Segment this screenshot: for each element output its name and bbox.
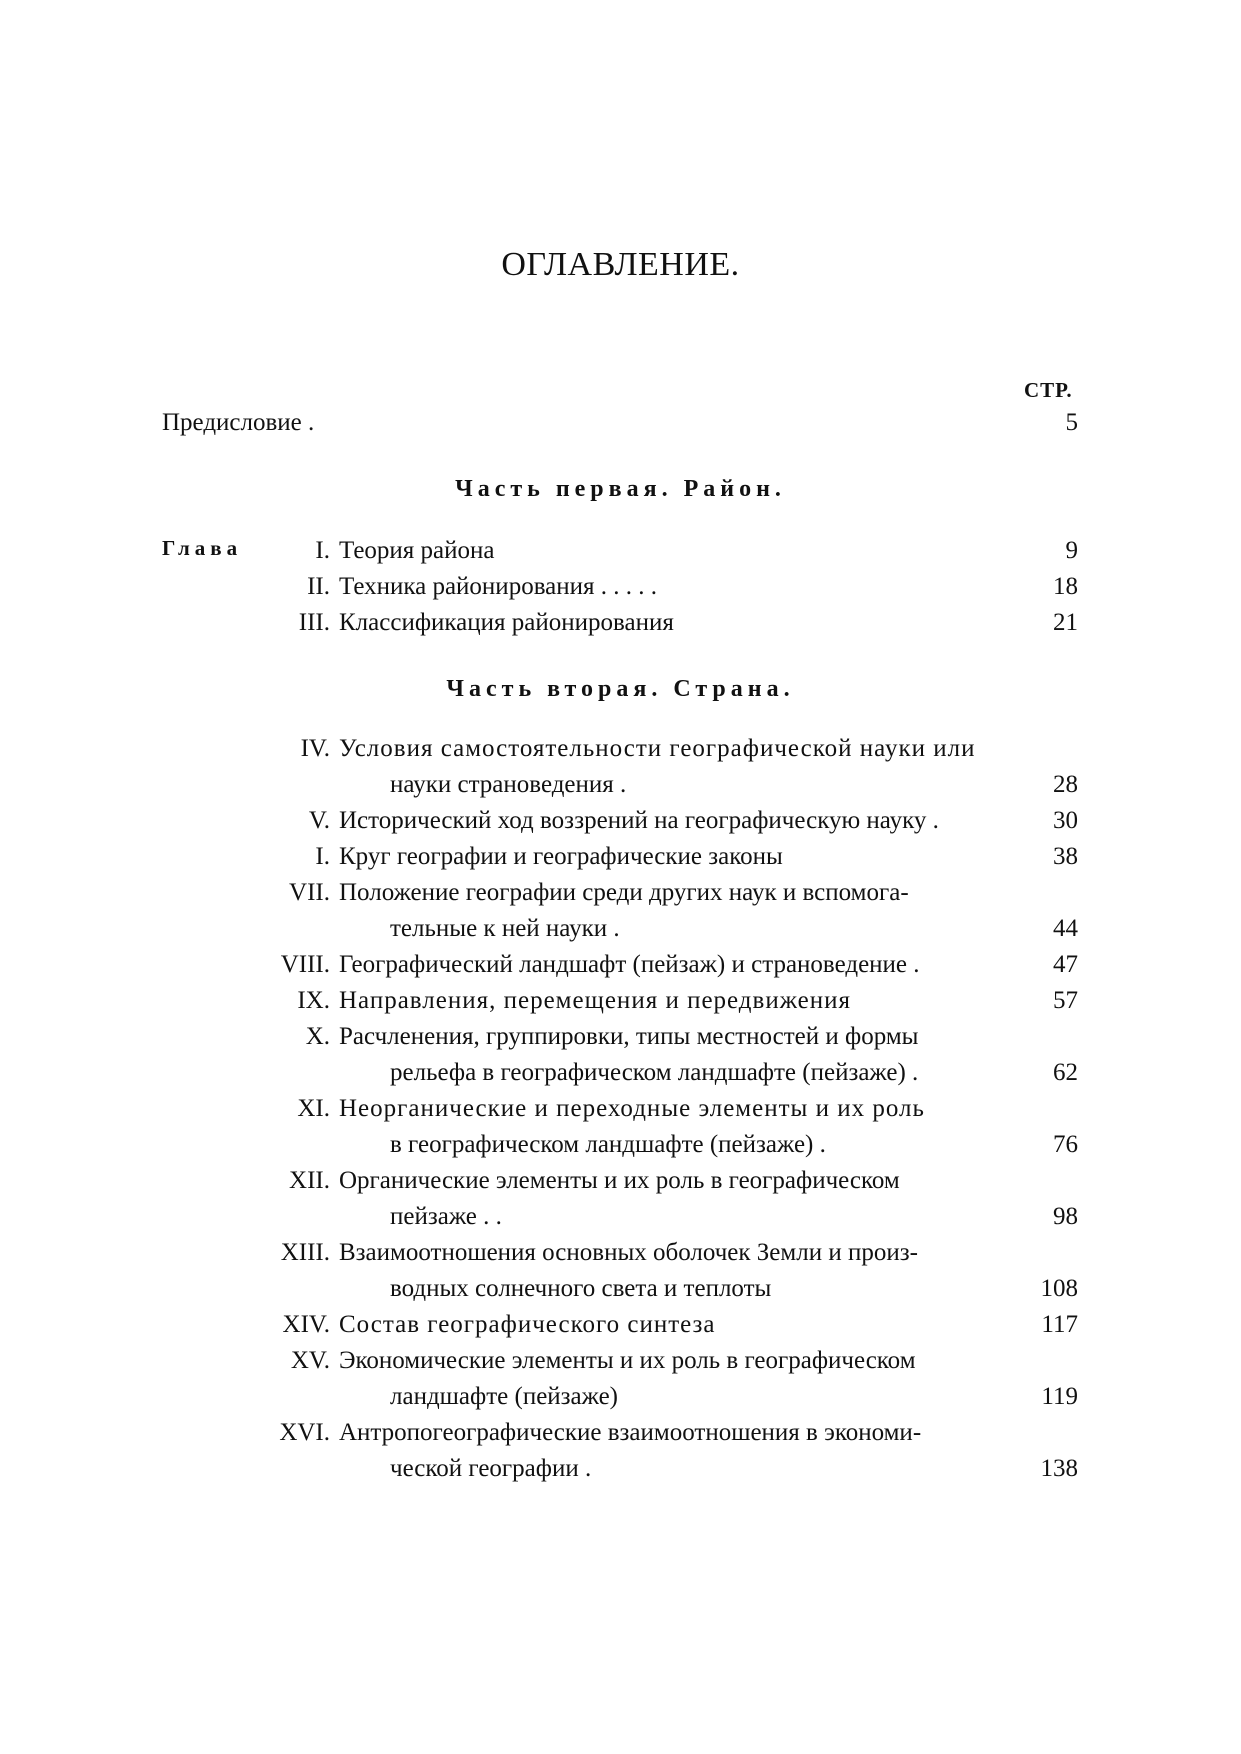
chapter-number: VIII. — [280, 951, 330, 978]
chapter-title-continuation: водных солнечного света и теплоты — [390, 1275, 772, 1302]
chapter-title: Условия самостоятельности географической науки или — [339, 735, 976, 762]
chapter-title: Направления, перемещения и передвижения — [339, 987, 852, 1014]
chapter-word-label: Глава — [162, 536, 243, 560]
chapter-title: Взаимоотношения основных оболочек Земли и произ- — [339, 1239, 918, 1266]
chapter-page: 57 — [1053, 987, 1078, 1014]
chapter-title: Географический ландшафт (пейзаж) и страноведение . — [339, 951, 920, 978]
chapter-title-continuation: науки страноведения . — [390, 771, 627, 798]
chapter-number: II. — [307, 573, 330, 600]
chapter-number: XIV. — [282, 1311, 330, 1338]
chapter-number: XVI. — [279, 1419, 330, 1446]
chapter-number: IX. — [297, 987, 330, 1014]
chapter-page: 28 — [1053, 771, 1078, 798]
chapter-page: 108 — [1040, 1275, 1078, 1302]
chapter-number: I. — [315, 537, 330, 564]
chapter-page: 38 — [1053, 843, 1078, 870]
toc-entry-page: 5 — [1065, 409, 1078, 436]
chapter-title: Техника районирования . . . . . — [339, 573, 658, 600]
chapter-title: Расчленения, группировки, типы местностей и формы — [339, 1023, 919, 1050]
chapter-number: III. — [298, 609, 330, 636]
chapter-page: 21 — [1053, 609, 1078, 636]
chapter-title-continuation: рельефа в географическом ландшафте (пейзаже) . — [390, 1059, 919, 1086]
chapter-title: Экономические элементы и их роль в географическом — [339, 1347, 916, 1374]
chapter-page: 117 — [1041, 1311, 1078, 1338]
chapter-page: 138 — [1040, 1455, 1078, 1482]
chapter-number: XII. — [289, 1167, 330, 1194]
chapter-title-continuation: пейзаже . . — [390, 1203, 502, 1230]
chapter-number: XI. — [297, 1095, 330, 1122]
chapter-number: XIII. — [280, 1239, 330, 1266]
toc-entry-preface: Предисловие . — [162, 409, 315, 436]
chapter-title-continuation: ческой географии . — [390, 1455, 592, 1482]
chapter-title: Состав географического синтеза — [339, 1311, 716, 1338]
chapter-title: Органические элементы и их роль в географическом — [339, 1167, 900, 1194]
page-title: ОГЛАВЛЕНИЕ. — [501, 246, 740, 283]
chapter-title: Теория района — [339, 537, 495, 564]
part-heading: Часть вторая. Страна. — [446, 676, 795, 702]
chapter-title: Исторический ход воззрений на географическую науку . — [339, 807, 939, 834]
chapter-page: 30 — [1053, 807, 1078, 834]
chapter-page: 62 — [1053, 1059, 1078, 1086]
chapter-number: XV. — [290, 1347, 330, 1374]
chapter-page: 76 — [1053, 1131, 1078, 1158]
chapter-page: 47 — [1053, 951, 1078, 978]
chapter-number: I. — [315, 843, 330, 870]
chapter-number: V. — [308, 807, 330, 834]
chapter-title-continuation: ландшафте (пейзаже) — [390, 1383, 619, 1410]
chapter-number: VII. — [289, 879, 330, 906]
chapter-title: Антропогеографические взаимоотношения в экономи- — [339, 1419, 922, 1446]
chapter-title-continuation: тельные к ней науки . — [390, 915, 620, 942]
chapter-page: 98 — [1053, 1203, 1078, 1230]
part-heading: Часть первая. Район. — [455, 476, 786, 502]
chapter-title: Положение географии среди других наук и вспомога- — [339, 879, 909, 906]
chapter-title: Круг географии и географические законы — [339, 843, 783, 870]
chapter-title: Классификация районирования — [339, 609, 674, 636]
chapter-title: Неорганические и переходные элементы и их роль — [339, 1095, 925, 1122]
toc-entry-title: Предисловие — [162, 409, 302, 436]
chapter-page: 9 — [1065, 537, 1078, 564]
chapter-page: 18 — [1053, 573, 1078, 600]
chapter-page: 119 — [1041, 1383, 1078, 1410]
chapter-title-continuation: в географическом ландшафте (пейзаже) . — [390, 1131, 826, 1158]
chapter-number: IV. — [300, 735, 330, 762]
chapter-number: X. — [305, 1023, 330, 1050]
chapter-page: 44 — [1053, 915, 1078, 942]
page-column-label: СТР. — [1024, 378, 1073, 402]
